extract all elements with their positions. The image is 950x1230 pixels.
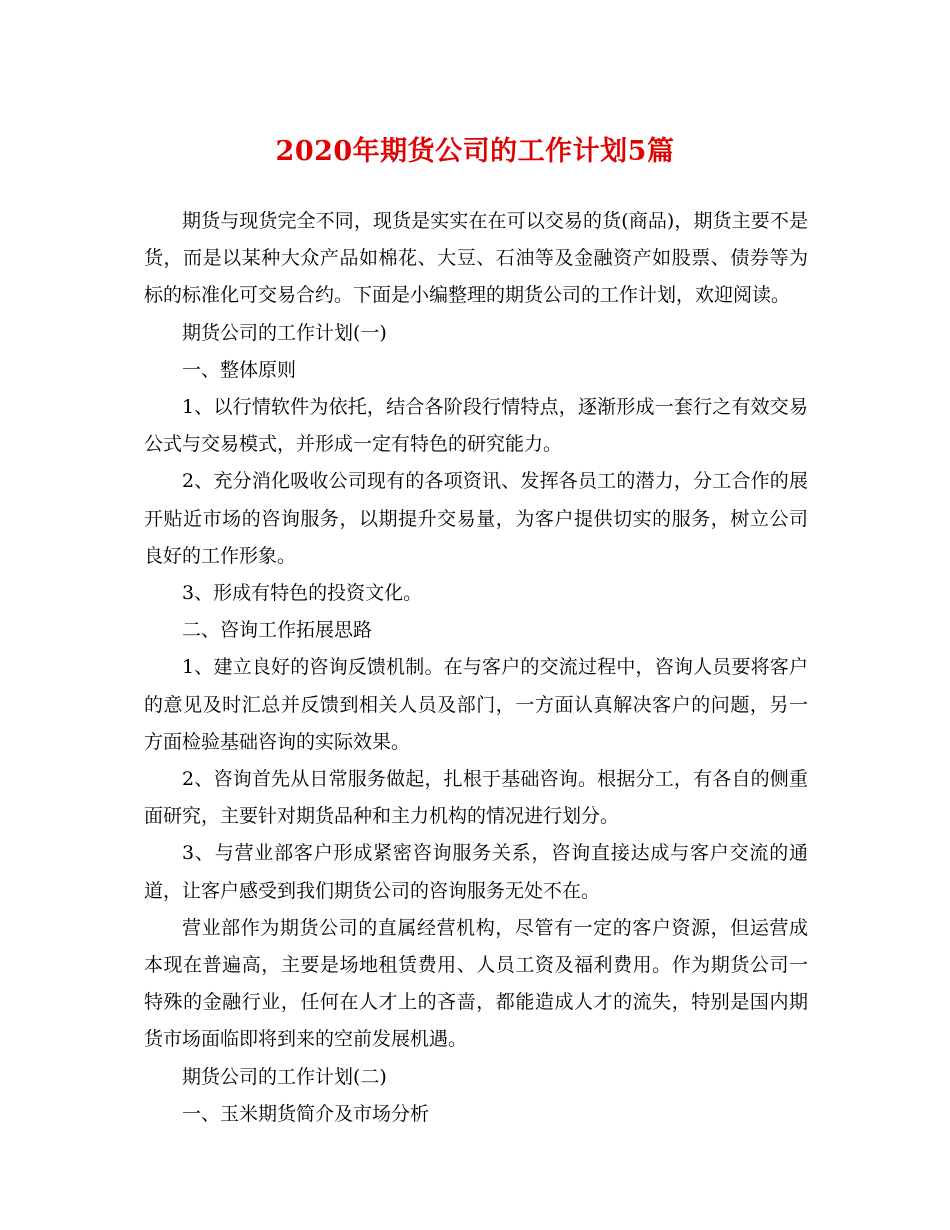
list-item: 3、形成有特色的投资文化。 <box>182 582 423 605</box>
subheading-corn-futures: 一、玉米期货简介及市场分析 <box>182 1102 430 1125</box>
document-title: 2020年期货公司的工作计划5篇 <box>275 136 675 167</box>
subheading-consulting-ideas: 二、咨询工作拓展思路 <box>182 619 373 642</box>
body-paragraph: 营业部作为期货公司的直属经营机构，尽管有一定的客户资源，但运营成本现在普遍高，主要是场地租赁费用、人员工资及福利费用。作为期货公司一特殊的金融行业，任何在人才上的吝啬，都能造成人才的流失，特别是国内期货市场面临即将到来的空前发展机遇。 <box>144 916 808 1051</box>
list-item: 2、充分消化吸收公司现有的各项资讯、发挥各员工的潜力，分工合作的展开贴近市场的咨询服务，以期提升交易量，为客户提供切实的服务，树立公司良好的工作形象。 <box>144 470 808 567</box>
intro-paragraph: 期货与现货完全不同，现货是实实在在可以交易的货(商品)，期货主要不是货，而是以某种大众产品如棉花、大豆、石油等及金融资产如股票、债券等为标的标准化可交易合约。下面是小编整理的期货公司的工作计划，欢迎阅读。 <box>144 210 808 307</box>
list-item: 1、以行情软件为依托，结合各阶段行情特点，逐渐形成一套行之有效交易公式与交易模式，并形成一定有特色的研究能力。 <box>144 396 808 456</box>
list-item: 1、建立良好的咨询反馈机制。在与客户的交流过程中，咨询人员要将客户的意见及时汇总并反馈到相关人员及部门，一方面认真解决客户的问题，另一方面检验基础咨询的实际效果。 <box>144 656 808 753</box>
list-item: 2、咨询首先从日常服务做起，扎根于基础咨询。根据分工，有各自的侧重面研究，主要针对期货品种和主力机构的情况进行划分。 <box>144 768 808 828</box>
list-item: 3、与营业部客户形成紧密咨询服务关系，咨询直接达成与客户交流的通道，让客户感受到我们期货公司的咨询服务无处不在。 <box>144 842 808 902</box>
subheading-overall-principles: 一、整体原则 <box>182 358 297 381</box>
section-heading-plan-two: 期货公司的工作计划(二) <box>182 1065 387 1088</box>
document-body <box>144 203 808 1133</box>
section-heading-plan-one: 期货公司的工作计划(一) <box>182 321 387 344</box>
